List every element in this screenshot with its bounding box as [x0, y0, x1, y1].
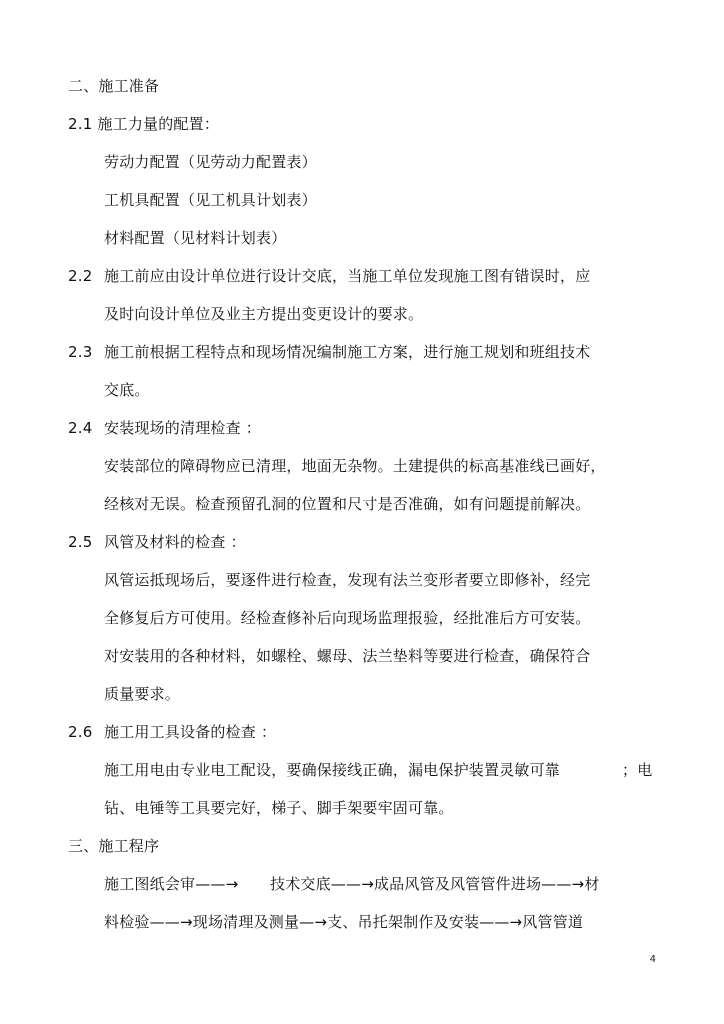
section-number-2-3: 2.3	[68, 343, 93, 361]
subsection-title: 施工用工具设备的检查 ：	[104, 723, 277, 741]
paragraph-materials-allocation: 材料配置（见材料计划表）	[104, 229, 287, 247]
paragraph-text: 施工前应由设计单位进行设计交底，当施工单位发现施工图有错误时，应	[104, 267, 591, 285]
paragraph-tools-allocation: 工机具配置（见工机具计划表）	[104, 191, 317, 209]
subsection-2-4-heading	[68, 418, 261, 438]
subsection-2-5-line-3: 对安装用的各种材料，如螺栓、螺母、法兰垫料等要进行检查，确保符合	[104, 647, 591, 665]
subsection-2-6-line-1-tail: ；电	[622, 761, 653, 779]
subsection-2-2-line-1	[68, 266, 590, 286]
subsection-2-5-line-1: 风管运抵现场后，要逐件进行检查，发现有法兰变形者要立即修补，经完	[104, 571, 591, 589]
subsection-2-2-line-2: 及时向设计单位及业主方提出变更设计的要求。	[104, 305, 424, 323]
subsection-2-4-line-1: 安装部位的障碍物应已清理，地面无杂物。土建提供的标高基准线已画好，	[104, 457, 606, 475]
section-heading-procedure: 三、施工程序	[68, 837, 160, 855]
section-number-2-4: 2.4	[68, 419, 93, 437]
section-heading-preparation: 二、施工准备	[68, 77, 160, 95]
subsection-2-3-line-1	[68, 342, 590, 362]
subsection-2-4-line-2: 经核对无误。检查预留孔洞的位置和尺寸是否准确，如有问题提前解决。	[104, 495, 591, 513]
subsection-title: 安装现场的清理检查 ：	[104, 419, 261, 437]
page-number: 4	[649, 954, 656, 965]
paragraph-labor-allocation: 劳动力配置（见劳动力配置表）	[104, 153, 317, 171]
procedure-line-1-end: 技术交底——→成品风管及风管管件进场——→材	[270, 875, 600, 893]
section-number-2-5: 2.5	[68, 533, 93, 551]
subsection-2-6-heading	[68, 722, 276, 742]
paragraph-text: 施工前根据工程特点和现场情况编制施工方案，进行施工规划和班组技术	[104, 343, 591, 361]
section-number-2-2: 2.2	[68, 267, 93, 285]
section-number-2-6: 2.6	[68, 723, 93, 741]
procedure-line-2: 料检验——→现场清理及测量—→支、吊托架制作及安装——→风管管道	[104, 913, 584, 931]
subsection-2-5-heading	[68, 532, 246, 552]
subsection-2-6-line-1: 施工用电由专业电工配设，要确保接线正确，漏电保护装置灵敏可靠	[104, 761, 561, 779]
subsection-title: 风管及材料的检查 ：	[104, 533, 246, 551]
subsection-2-3-line-2: 交底。	[104, 381, 150, 399]
subsection-2-5-line-4: 质量要求。	[104, 685, 181, 703]
subsection-2-5-line-2: 全修复后方可使用。经检查修补后向现场监理报验，经批准后方可安装。	[104, 609, 591, 627]
procedure-line-1-start: 施工图纸会审——→	[104, 875, 239, 893]
subsection-heading-2-1: 2.1 施工力量的配置：	[68, 115, 220, 133]
subsection-2-6-line-2: 钻、电锤等工具要完好，梯子、脚手架要牢固可靠。	[104, 799, 454, 817]
